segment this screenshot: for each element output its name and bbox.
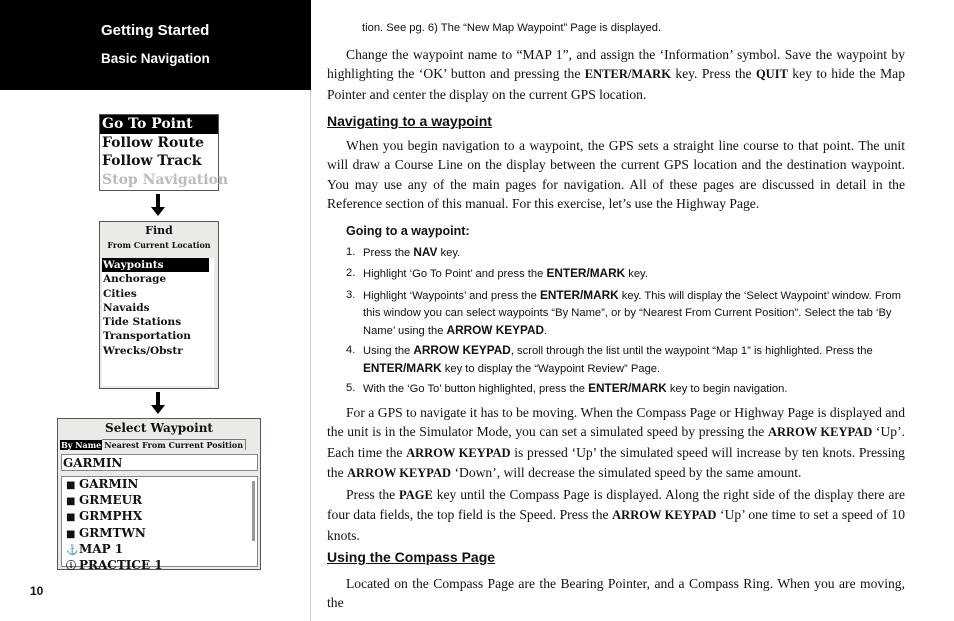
section-heading: Using the Compass Page (327, 549, 496, 565)
find-subtitle: From Current Location (107, 240, 211, 250)
subheading: Going to a waypoint: (346, 224, 470, 238)
table-row[interactable]: ■ GRMPHX (62, 509, 257, 525)
select-waypoint-title: Select Waypoint (105, 421, 213, 435)
waypoint-list (61, 476, 258, 573)
nav-menu-screen (99, 114, 229, 191)
list-item: 3. Highlight ‘Waypoints’ and press the ENTER/MARK key. This will display the ‘Select Waypoint’ window. From this window you can select waypoints “By Name”, or by “Nearest From Current Position”. Select the tab ‘By Name’ using the ARROW KEYPAD. (346, 288, 901, 337)
table-row[interactable]: ■ GRMTWN (62, 526, 257, 542)
list-item[interactable]: Wrecks/Obstr (103, 344, 183, 357)
list-item: 5. With the ‘Go To’ button highlighted, press the ENTER/MARK key to begin navigation. (346, 381, 788, 395)
find-screen (99, 221, 219, 389)
paragraph: For a GPS to navigate it has to be moving. When the Compass Page or Highway Page is displayed and the unit is in the Simulator Mode, you can set a simulated speed by pressing the ARROW KEYPAD ‘Up’. Each time the ARROW KEYPAD is pressed ‘Up’ the simulated speed will increase by ten knots. Pressing the ARROW KEYPAD ‘Down’, will decrease the simulated speed by the same amount. (327, 405, 905, 481)
section-heading: Navigating to a waypoint (327, 113, 492, 129)
waypoint-symbol-icon: ■ (66, 496, 76, 508)
list-item: 4. Using the ARROW KEYPAD, scroll through the list until the waypoint “Map 1” is highlighted. Press the ENTER/MARK key to display the “Waypoint Review” Page. (346, 343, 873, 375)
menu-item-follow-route[interactable]: Follow Route (102, 134, 204, 151)
list-item[interactable]: Navaids (103, 301, 150, 314)
waypoint-symbol-icon: ■ (66, 480, 76, 491)
paragraph: When you begin navigation to a waypoint, the GPS sets a straight line course to that point. The unit will draw a Course Line on the display between the current GPS location and the destination waypoint. You may use any of the main pages for navigation. All of these pages are discussed in detail in the Reference section of this manual. For this exercise, let’s use the Highway Page. (327, 138, 905, 212)
section-subtitle: Basic Navigation (101, 51, 210, 66)
find-category-list (102, 258, 214, 386)
list-item[interactable]: Anchorage (103, 273, 167, 286)
list-item: 2. Highlight ‘Go To Point’ and press the ENTER/MARK key. (346, 266, 648, 280)
section-title: Getting Started (101, 22, 210, 39)
list-item: 1. Press the NAV key. (346, 245, 461, 259)
section-header (0, 0, 311, 90)
list-item[interactable]: Waypoints (102, 258, 209, 272)
menu-item-go-to-point[interactable]: Go To Point (100, 115, 218, 134)
page-number: 10 (30, 584, 44, 598)
paragraph: Located on the Compass Page are the Bearing Pointer, and a Compass Ring. When you are moving, the (327, 576, 905, 611)
scrollbar[interactable] (252, 481, 255, 541)
tab-nearest[interactable]: Nearest From Current Position (102, 439, 246, 450)
waypoint-search-field[interactable]: GARMIN (61, 454, 258, 471)
tab-bar (60, 439, 246, 450)
select-waypoint-screen (57, 418, 261, 573)
column-divider (310, 90, 311, 621)
menu-item-follow-track[interactable]: Follow Track (102, 153, 202, 169)
find-title: Find (145, 224, 173, 237)
waypoint-symbol-icon: ■ (66, 512, 76, 524)
paragraph: Change the waypoint name to “MAP 1”, and assign the ‘Information’ symbol. Save the waypoint by highlighting the ‘OK’ button and pressing the ENTER/MARK key. Press the QUIT key to hide the Map Pointer and center the display on the current GPS location. (327, 47, 906, 102)
list-item[interactable]: Transportation (103, 330, 191, 343)
table-row[interactable]: ■ GRMEUR (62, 493, 257, 509)
waypoint-symbol-icon: ■ (66, 528, 76, 540)
anchor-icon: ⚓ (66, 544, 79, 556)
table-row[interactable]: ■ GARMIN (62, 477, 257, 493)
list-item[interactable]: Cities (103, 287, 137, 300)
tab-by-name[interactable]: By Name (61, 440, 102, 450)
information-icon: ⓘ (66, 561, 76, 573)
menu-item-stop-navigation: Stop Navigation (102, 171, 229, 188)
list-item[interactable]: Tide Stations (103, 316, 182, 329)
table-row[interactable]: ⓘ PRACTICE 1 (62, 558, 257, 574)
paragraph: Press the PAGE key until the Compass Page is displayed. Along the right side of the display there are four data fields, the top field is the Speed. Press the ARROW KEYPAD ‘Up’ one time to set a speed of 10 knots. (327, 487, 906, 543)
table-row[interactable]: ⚓MAP 1 (62, 542, 257, 558)
caption-continuation: tion. See pg. 6) The “New Map Waypoint” Page is displayed. (362, 22, 662, 34)
